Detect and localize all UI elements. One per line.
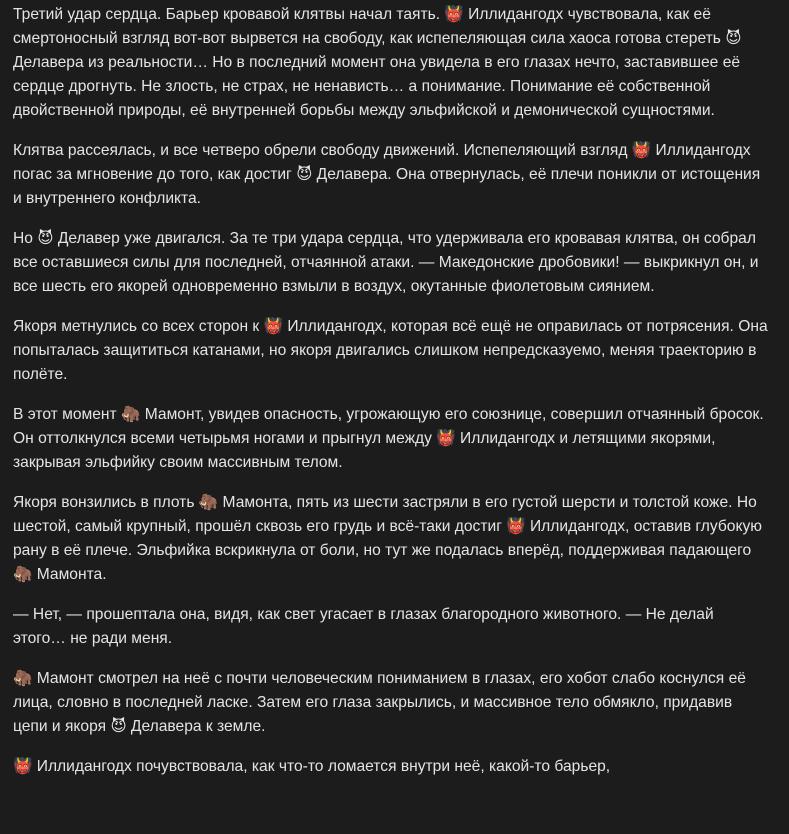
paragraph: Третий удар сердца. Барьер кровавой клятвы начал таять. 👹 Иллидангодх чувствовала, как её смертоносный взгляд вот-вот вырвется на свободу, как испепеляющая сила хаоса готова стереть 😈 Делавера из реальности… Но в последний момент она увидела в его глазах нечто, заставившее её сердце дрогнуть. Не злость, не страх, не ненависть… а понимание. Понимание её собственной двойственной природы, её внутренней борьбы между эльфийской и демонической сущностями. <box>13 6 742 119</box>
paragraph: Клятва рассеялась, и все четверо обрели свободу движений. Испепеляющий взгляд 👹 Иллидангодх погас за мгновение до того, как достиг 😈 Делавера. Она отвернулась, её плечи поникли от истощения и внутреннего конфликта. <box>13 142 761 207</box>
paragraph: — Нет, — прошептала она, видя, как свет угасает в глазах благородного животного. — Не делай этого… не ради меня. <box>13 606 714 647</box>
paragraph: Якоря вонзились в плоть 🦣 Мамонта, пять из шести застряли в его густой шерсти и толстой коже. Но шестой, самый крупный, прошёл сквозь его грудь и всё-таки достиг 👹 Иллидангодх, оставив глубокую рану в её плече. Эльфийка вскрикнула от боли, но тут же подалась вперёд, поддерживая падающего 🦣 Мамонта. <box>13 494 762 583</box>
paragraph: 👹 Иллидангодх почувствовала, как что-то ломается внутри неё, какой-то барьер, <box>13 758 611 775</box>
paragraph: Но 😈 Делавер уже двигался. За те три удара сердца, что удерживала его кровавая клятва, он собрал все оставшиеся силы для последней, отчаянной атаки. — Македонские дробовики! — выкрикнул он, и все шесть его якорей одновременно взмыли в воздух, окутанные фиолетовым сиянием. <box>13 230 759 295</box>
paragraph: В этот момент 🦣 Мамонт, увидев опасность, угрожающую его союзнице, совершил отчаянный бросок. Он оттолкнулся всеми четырьмя ногами и прыгнул между 👹 Иллидангодх и летящими якорями, закрывая эльфийку своим массивным телом. <box>13 406 764 471</box>
paragraph: 🦣 Мамонт смотрел на неё с почти человеческим пониманием в глазах, его хобот слабо коснулся её лица, словно в последней ласке. Затем его глаза закрылись, и массивное тело обмякло, придавив цепи и якоря 😈 Делавера к земле. <box>13 670 746 735</box>
paragraph: Якоря метнулись со всех сторон к 👹 Иллидангодх, которая всё ещё не оправилась от потрясения. Она попыталась защититься катанами, но якоря двигались слишком непредсказуемо, меняя траекторию в полёте. <box>13 318 768 383</box>
